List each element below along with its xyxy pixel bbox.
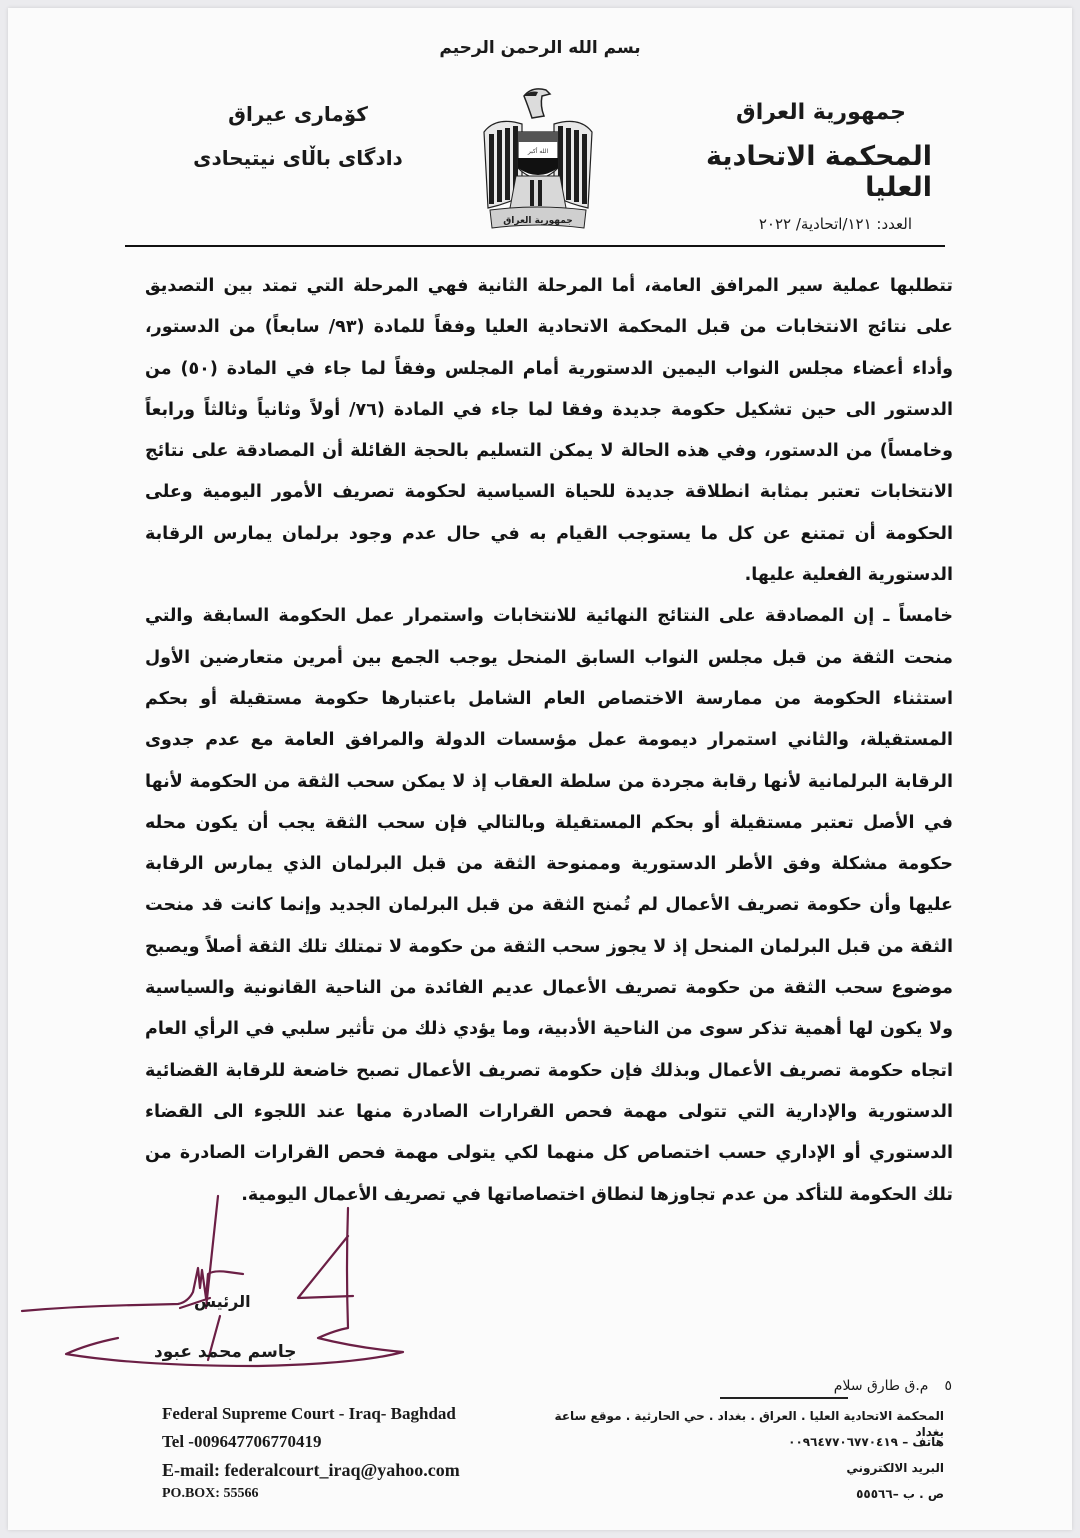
telephone-english: Tel -009647706770419	[162, 1432, 322, 1451]
iraq-eagle-emblem-icon	[476, 76, 600, 236]
arabic-court-name: المحكمة الاتحادية العليا	[706, 141, 932, 203]
reference-number: العدد: ١٢١/اتحادية/ ٢٠٢٢	[758, 215, 912, 233]
signatory-name: جاسم محمد عبود	[154, 1342, 297, 1362]
emblem-banner-text: جمهورية العراق	[503, 216, 573, 226]
email-label-arabic: البريد الالكتروني	[846, 1461, 944, 1475]
kurdish-country-name: كۆماری عیراق	[228, 102, 368, 126]
arabic-letterhead	[632, 100, 932, 233]
pobox-arabic: ص . ب –٥٥٥٦٦	[856, 1487, 944, 1501]
kurdish-letterhead	[178, 102, 418, 170]
arabic-contact-block	[544, 1408, 944, 1512]
header-divider	[125, 245, 945, 247]
signatory-title: الرئيس	[194, 1292, 251, 1311]
body-paragraph: تتطلبها عملية سير المرافق العامة، أما المرحلة الثانية فهي المرحلة التي تمتد بين التصديق على نتائج الانتخابات من قبل المحكمة الاتحادية العليا وفقاً للمادة (٩٣/ سابعاً) من الدستور، وأداء أعضاء مجلس النواب اليمين الدستورية أمام المجلس وفقاً لما جاء في المادة (٥٠) من الدستور الى حين تشكيل حكومة جديدة وفقا لما جاء في المادة (٧٦/ أولاً وثانياً وثالثاً ورابعاً وخامساً) من الدستور، وفي هذه الحالة لا يمكن التسليم بالحجة القائلة أن المصادقة على نتائج الانتخابات تعتبر بمثابة انطلاقة جديدة للحياة السياسية لحكومة تصريف الأمور اليومية وعلى الحكومة أن تمتنع عن كل ما يستوجب القيام به في حال عدم وجود برلمان يمارس الرقابة الدستورية الفعلية عليها.	[145, 276, 953, 586]
checker-name: م.ق طارق سلام	[833, 1378, 929, 1394]
page-footer-checker	[834, 1378, 952, 1394]
page-number: ٥	[944, 1378, 952, 1394]
telephone-arabic: هاتف – ٠٠٩٦٤٧٧٠٦٧٧٠٤١٩	[788, 1435, 944, 1449]
kurdish-court-name: دادگای باڵای نیتیحادی	[193, 146, 403, 170]
email-english[interactable]: E-mail: federalcourt_iraq@yahoo.com	[162, 1460, 460, 1480]
document-page	[8, 8, 1072, 1530]
address-arabic: المحكمة الاتحادية العليا . العراق . بغداد . حي الحارثية . موقع ساعة بغداد	[554, 1409, 944, 1439]
footer-divider	[720, 1397, 848, 1399]
emblem-flag-text: الله أكبر	[527, 148, 549, 155]
body-paragraph: خامساً ـ إن المصادقة على النتائج النهائية للانتخابات واستمرار عمل الحكومة السابقة والتي منحت الثقة من قبل مجلس النواب السابق المنحل يوجب الجمع بين أمرين متعارضين الأول استثناء الحكومة من ممارسة الاختصاص العام الشامل باعتبارها حكومة مستقيلة أو بحكم المستقيلة، والثاني استمرار ديمومة عمل مؤسسات الدولة والمرافق العامة مع عدم جدوى الرقابة البرلمانية لأنها رقابة مجردة من سلطة العقاب إذ لا يمكن سحب الثقة من الحكومة لأنها في الأصل تعتبر مستقيلة أو بحكم المستقيلة وبالتالي فإن سحب الثقة يجب أن يكون محله حكومة مشكلة وفق الأطر الدستورية وممنوحة الثقة من قبل البرلمان الذي يمارس الرقابة عليها وأن حكومة تصريف الأعمال لم تُمنح الثقة من قبل البرلمان الجديد وإنما كانت قد منحت الثقة من قبل البرلمان المنحل إذ لا يجوز سحب الثقة من حكومة لا تمتلك تلك الثقة أصلاً ويصبح موضوع سحب الثقة من حكومة تصريف الأعمال عديم الفائدة من الناحية القانونية والسياسية ولا يكون لها أهمية تذكر سوى من الناحية الأدبية، وما يؤدي ذلك من تأثير سلبي في الرأي العام اتجاه حكومة تصريف الأعمال وبذلك فإن حكومة تصريف الأعمال تصبح خاضعة للرقابة القضائية الدستورية والإدارية التي تتولى مهمة فحص القرارات الصادرة منها عند اللجوء الى القضاء الدستوري أو الإداري حسب اختصاص كل منهما لكي يتولى مهمة فحص القرارات الصادرة من تلك الحكومة للتأكد من عدم تجاوزها لنطاق اختصاصاتها في تصريف الأعمال اليومية.	[145, 606, 953, 1205]
pobox-english: PO.BOX: 55566	[162, 1486, 259, 1501]
court-name-english: Federal Supreme Court - Iraq- Baghdad	[162, 1404, 456, 1423]
ruling-body	[145, 266, 953, 1216]
basmala: بسم الله الرحمن الرحيم	[439, 38, 641, 58]
english-contact-block	[162, 1404, 460, 1514]
arabic-country-name: جمهورية العراق	[736, 100, 906, 125]
